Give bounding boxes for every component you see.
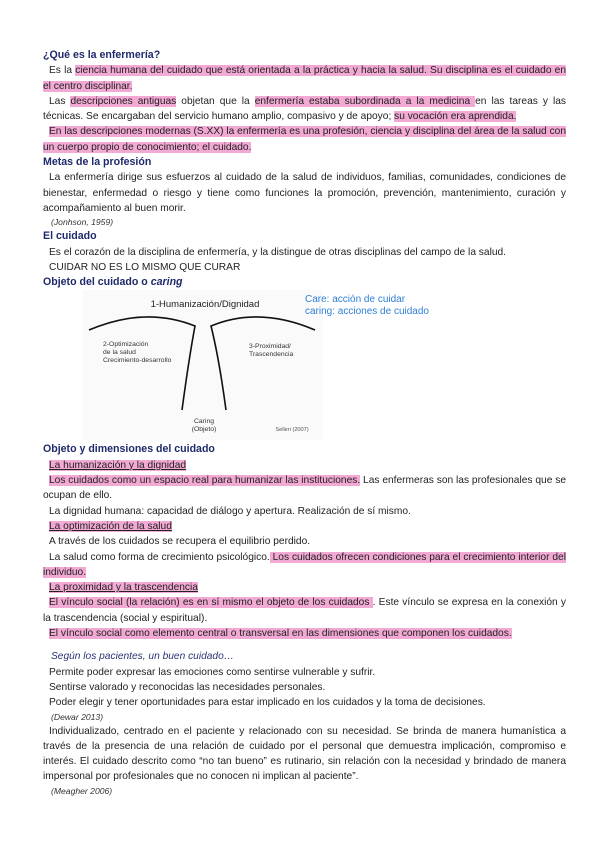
label-caring: Caring: [193, 418, 215, 426]
citation: (Dewar 2013): [51, 711, 104, 722]
paragraph: Es el corazón de la disciplina de enfermería, y la distingue de otras disciplinas del campo de la salud.: [49, 246, 506, 258]
text: La optimización de la salud: [49, 520, 172, 532]
highlighted-text: enfermería estaba subordinada a la medicina: [254, 95, 476, 107]
list-item: Sentirse valorado y reconocidas las necesidades personales.: [49, 681, 326, 693]
text: . Este vínculo se expresa en la conexión y la trascendencia (social y espiritual).: [43, 597, 567, 624]
caring-diagram: [43, 290, 566, 442]
highlighted-text: su vocación era aprendida.: [394, 111, 517, 123]
citation: (Meagher 2006): [51, 785, 113, 796]
text: Objeto del cuidado o: [43, 276, 151, 289]
paragraph: La enfermería dirige sus esfuerzos al cuidado de la salud de individuos, familias, comunidades, condiciones de bienestar, enfermedad o riesgo y tiene como funciones la promoción, prevención, mantenimiento, curación y acompañamiento al buen morir.: [43, 172, 566, 214]
paragraph: A través de los cuidados se recupera el equilibrio perdido.: [49, 536, 311, 548]
paragraph: [43, 124, 566, 155]
text: en las tareas y las técnicas. Se encargaban del servicio humano amplio, compasivo y de apoyo;: [43, 95, 567, 123]
text: objetan que la: [176, 95, 255, 107]
highlighted-text: Los cuidados ofrecen condiciones para el crecimiento interior del individuo.: [43, 551, 566, 578]
highlighted-text: Los cuidados como un espacio real para humanizar las instituciones.: [49, 475, 361, 487]
text: Las enfermeras son las profesionales que se ocupan de ello.: [43, 475, 566, 502]
label-optimizacion-2: de la salud: [103, 349, 136, 357]
section-title-objeto: [43, 275, 566, 290]
section-title-metas: Metas de la profesión: [43, 156, 152, 169]
care-definition: Care: acción de cuidar: [305, 294, 406, 306]
diagram-figure: [83, 290, 323, 440]
dimension-title: [43, 580, 566, 595]
diagram-source: Selleri (2007): [275, 427, 309, 434]
section-title-que-es: ¿Qué es la enfermería?: [43, 49, 161, 61]
label-proximidad-1: 3-Proximidad/: [249, 343, 291, 351]
section-title-dimensiones: Objeto y dimensiones del cuidado: [43, 443, 215, 456]
dimension-title: [43, 458, 566, 473]
label-optimizacion-1: 2-Optimización: [103, 341, 149, 349]
emphasis-line: CUIDAR NO ES LO MISMO QUE CURAR: [49, 261, 241, 273]
dimension-title: [43, 519, 566, 534]
text: La salud como forma de crecimiento psicológico.: [49, 551, 270, 563]
paragraph: [43, 626, 566, 641]
highlighted-text: El vínculo social como elemento central o transversal en las dimensiones que componen los cuidados.: [49, 628, 512, 640]
paragraph: [43, 473, 566, 504]
text: caring: [150, 276, 183, 289]
highlighted-text: El vínculo social (la relación) es en sí mismo el objeto de los cuidados: [49, 597, 373, 609]
list-item: Poder elegir y tener oportunidades para estar implicado en los cuidados y la toma de decisiones.: [49, 697, 486, 709]
highlighted-text: ciencia humana del cuidado que está orientada a la práctica y hacia la salud. Su disciplina es el cuidado en el centro disciplinar.: [43, 65, 566, 92]
label-optimizacion-3: Crecimiento-desarrollo: [103, 357, 172, 365]
label-humanizacion: 1-Humanización/Dignidad: [150, 299, 260, 311]
section-title-cuidado: El cuidado: [43, 230, 97, 243]
paragraph: [43, 94, 566, 125]
paragraph: [43, 595, 566, 626]
text: Es la: [49, 65, 76, 77]
text: La humanización y la dignidad: [49, 459, 187, 471]
list-item: Permite poder expresar las emociones como sentirse vulnerable y sufrir.: [49, 666, 376, 678]
paragraph: [43, 550, 566, 581]
paragraph: Individualizado, centrado en el paciente y relacionado con su necesidad. Se brinda de manera humanística a través de la presencia de una relación de cuidado por el personal que demuestra implicación, compromiso e interés. El cuidado descrito como “no tan bueno” es rutinario, sin relación con la necesidad y brindado de manera impersonal por profesionales que no conocen ni implican al paciente”.: [43, 725, 566, 783]
label-objeto: (Objeto): [191, 426, 217, 434]
paragraph: La dignidad humana: capacidad de diálogo y apertura. Realización de sí mismo.: [49, 505, 411, 517]
section-title-pacientes: Según los pacientes, un buen cuidado…: [51, 651, 234, 663]
care-note: [305, 294, 429, 318]
text: Las: [49, 95, 71, 107]
citation: (Jonhson, 1959): [51, 217, 114, 228]
highlighted-text: En las descripciones modernas (S.XX) la enfermería es una profesión, ciencia y disciplina del área de la salud con un cuerpo propio de conocimiento; el cuidado.: [43, 126, 566, 153]
label-proximidad-2: Trascendencia: [249, 351, 294, 359]
document-body: [43, 48, 566, 798]
text: La proximidad y la trascendencia: [49, 582, 198, 594]
paragraph: [43, 63, 566, 94]
highlighted-text: descripciones antiguas: [70, 95, 177, 107]
caring-definition: caring: acciones de cuidado: [305, 306, 429, 318]
